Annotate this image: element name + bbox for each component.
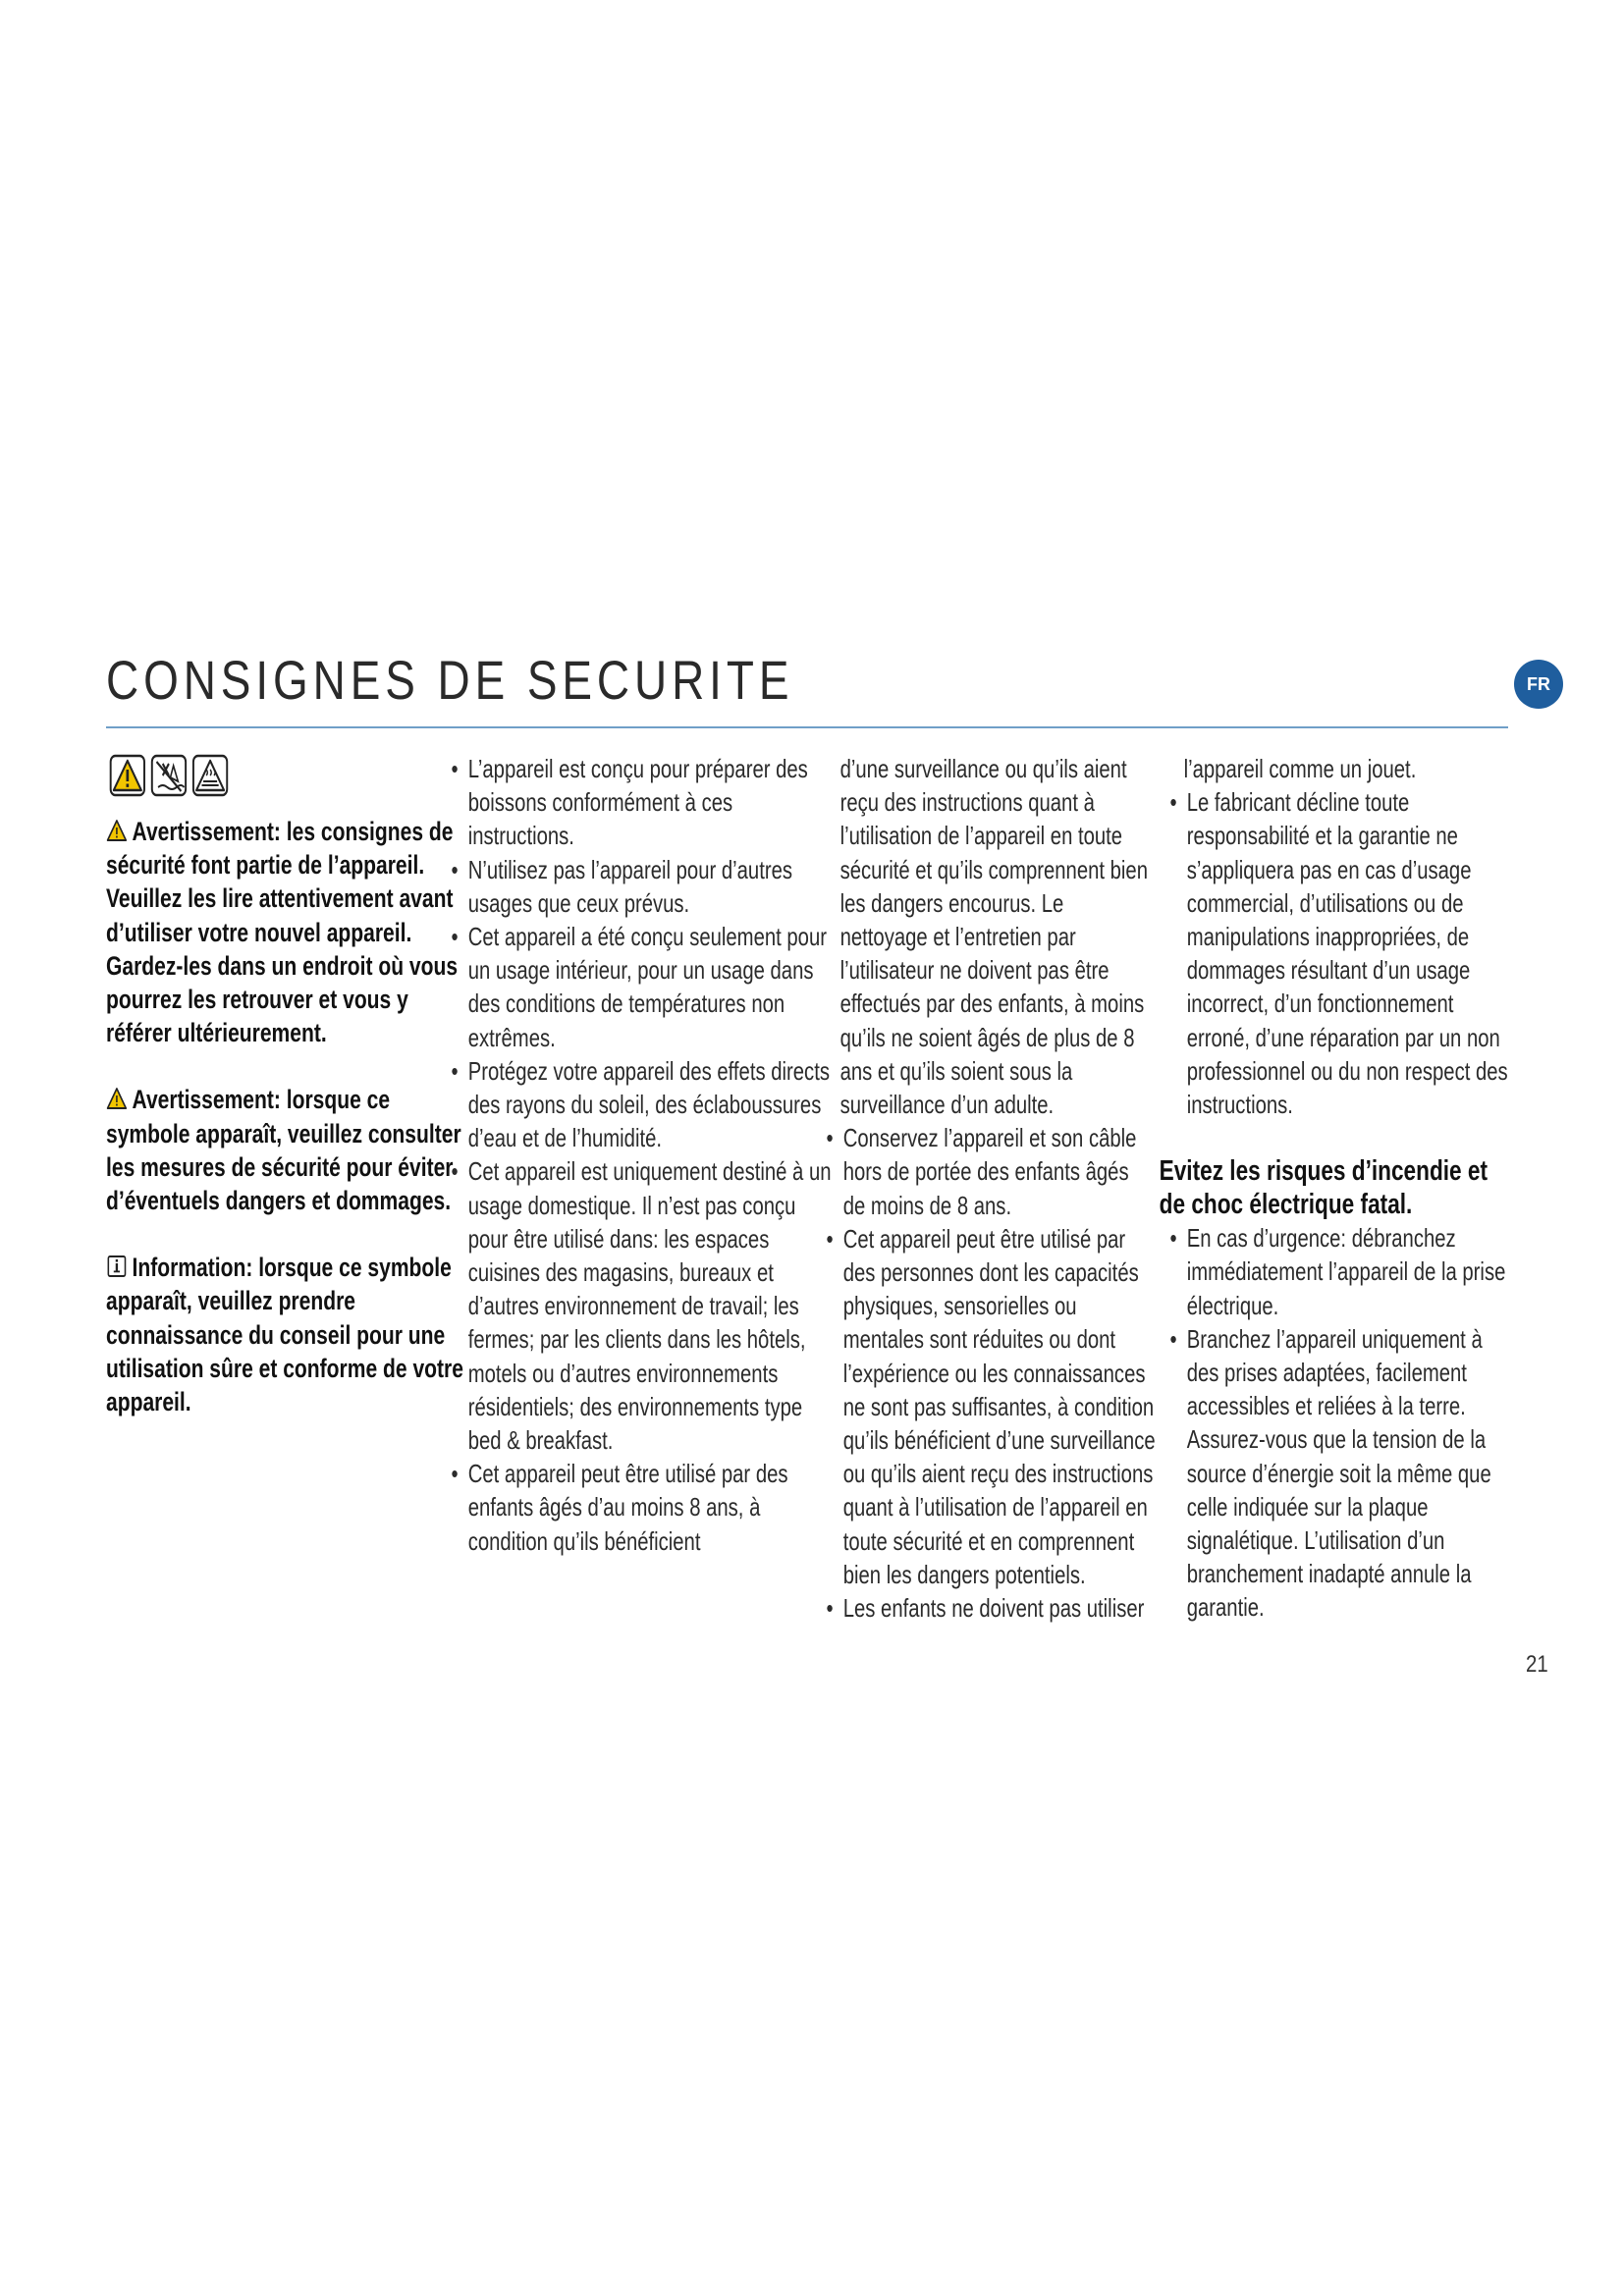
list-item: • Branchez l’appareil uniquement à des prises adaptées, facilement accessibles et reliées à la terre. Assurez-vous que la tension de la source d’énergie soit la même que celle indiquée sur la plaque signalétique. L’utilisation d’un branchement inadapté annule la garantie. — [1168, 1322, 1510, 1625]
info-paragraph-text: Information: lorsque ce symbole apparaît, veuillez prendre connaissance du conseil pour une utilisation sûre et conforme de votre appareil. — [106, 1253, 463, 1417]
safety-icons — [109, 754, 473, 799]
list-item: • Les enfants ne doivent pas utiliser — [825, 1591, 1156, 1625]
column-children — [825, 752, 1156, 1625]
list-item: • En cas d’urgence: débranchez immédiatement l’appareil de la prise électrique. — [1168, 1221, 1510, 1322]
info-paragraph — [106, 1251, 473, 1418]
electrical-list — [1168, 1221, 1510, 1624]
usage-list — [450, 752, 835, 1558]
warning-paragraph-1-text: Avertissement: les consignes de sécurité font partie de l’appareil. Veuillez les lire attentivement avant d’utiliser votre nouvel appareil. Gardez-les dans un endroit où vous pourrez les retrouver et vous y référer ultérieurement. — [106, 817, 459, 1048]
info-icon — [106, 1255, 128, 1278]
list-item: • Cet appareil peut être utilisé par des enfants âgés d’au moins 8 ans, à condition qu’ils bénéficient — [450, 1457, 835, 1558]
list-item: • N’utilisez pas l’appareil pour d’autres usages que ceux prévus. — [450, 853, 835, 920]
list-item-continuation: d’une surveillance ou qu’ils aient reçu des instructions quant à l’utilisation de l’appareil en toute sécurité et qu’ils comprennent bien les dangers encourus. Le nettoyage et l’entretien par l’utilisateur ne doivent pas être effectués par des enfants, à moins qu’ils ne soient âgés de plus de 8 ans et qu’ils soient sous la surveillance d’un adulte. — [839, 754, 1148, 1120]
column-electrical — [1159, 752, 1510, 1625]
hot-surface-icon — [191, 754, 228, 797]
warning-paragraph-1 — [106, 815, 473, 1049]
column-usage — [450, 752, 835, 1558]
electrical-heading: Evitez les risques d’incendie et de choc électrique fatal. — [1159, 1155, 1489, 1221]
language-badge: FR — [1514, 660, 1563, 709]
no-water-immersion-icon — [150, 754, 187, 797]
list-item: • Cet appareil peut être utilisé par des personnes dont les capacités physiques, sensorielles ou mentales sont réduites ou dont l’expérience ou les connaissances ne sont pas suffisantes, à condition qu’ils bénéficient d’une surveillance ou qu’ils aient reçu des instructions quant à l’utilisation de l’appareil en toute sécurité et en comprennent bien les dangers potentiels. — [825, 1222, 1156, 1591]
warning-paragraph-2 — [106, 1083, 473, 1217]
list-item-continuation: l’appareil comme un jouet. — [1183, 754, 1417, 783]
list-item: • L’appareil est conçu pour préparer des boissons conformément à ces instructions. — [450, 752, 835, 853]
warning-paragraph-2-text: Avertissement: lorsque ce symbole apparaît, veuillez consulter les mesures de sécurité pour éviter d’éventuels dangers et dommages. — [106, 1085, 461, 1216]
list-item: • Cet appareil a été conçu seulement pour un usage intérieur, pour un usage dans des conditions de températures non extrêmes. — [450, 920, 835, 1054]
warning-triangle-icon — [106, 1087, 128, 1110]
list-item: • Cet appareil est uniquement destiné à un usage domestique. Il n’est pas conçu pour être utilisé dans: les espaces cuisines des magasins, bureaux et d’autres environnement de travail; les fermes; par les clients dans les hôtels, motels ou d’autres environnements résidentiels; des environnements type bed & breakfast. — [450, 1154, 835, 1457]
children-list — [825, 752, 1156, 1625]
list-item: • Conservez l’appareil et son câble hors de portée des enfants âgés de moins de 8 ans. — [825, 1121, 1156, 1222]
list-item: • Protégez votre appareil des effets directs des rayons du soleil, des éclaboussures d’eau et de l’humidité. — [450, 1054, 835, 1155]
title-divider — [106, 726, 1508, 728]
column-warnings — [106, 752, 473, 1452]
warning-triangle-icon — [106, 819, 128, 842]
page-title: CONSIGNES DE SECURITE — [106, 649, 794, 711]
warning-triangle-icon — [109, 754, 145, 797]
liability-list — [1168, 752, 1510, 1121]
page-number: 21 — [1526, 1651, 1548, 1678]
list-item: • Le fabricant décline toute responsabilité et la garantie ne s’appliquera pas en cas d’usage commercial, d’utilisations ou de manipulations inappropriées, de dommages résultant d’un usage incorrect, d’un fonctionnement erroné, d’une réparation par un non professionnel ou du non respect des instructions. — [1168, 785, 1510, 1121]
